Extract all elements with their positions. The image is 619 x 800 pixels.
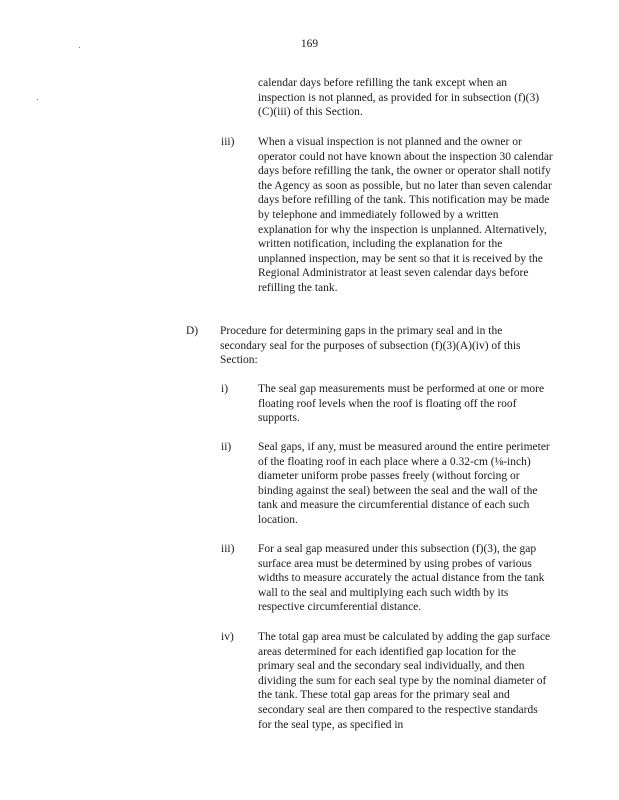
item-text: The total gap area must be calculated by adding the gap surface areas determined for each identified gap location for the primary seal and the secondary seal individually, and then dividing the sum for each seal type by the nominal diameter of the tank. These total gap areas for the primary seal and secondary seal are then compared to the respective standards for the seal type, as specified in [258, 631, 551, 731]
page-number: 169 [300, 38, 319, 50]
item-text: The seal gap measurements must be performed at one or more floating roof levels when the roof is floating off the roof supports. [258, 383, 545, 425]
item-text: Procedure for determining gaps in the primary seal and in the secondary seal for the purposes of subsection (f)(3)(A)(iv) of this Section: [220, 325, 521, 367]
item-marker: iii) [221, 136, 235, 148]
scan-speck-left [37, 99, 38, 100]
item-marker: iv) [221, 631, 234, 643]
continuation-paragraph: calendar days before refilling the tank except when an inspection is not planned, as provided for in subsection (f)(3)(C)(iii) of this Section. [258, 77, 540, 119]
item-marker: ii) [221, 441, 232, 453]
item-text: When a visual inspection is not planned and the owner or operator could not have known about the inspection 30 calendar days before refilling the tank, the owner or operator shall notify the Agency as soon as possible, but no later than seven calendar days before refilling of the tank. This notification may be made by telephone and immediately followed by a written explanation for why the inspection is unplanned. Alternatively, written notification, including the explanation for the unplanned inspection, may be sent so that it is received by the Regional Administrator at least seven calendar days before refilling the tank. [258, 136, 553, 294]
item-marker: iii) [221, 543, 235, 555]
item-marker: D) [186, 325, 199, 337]
item-marker: i) [221, 383, 229, 395]
item-text: Seal gaps, if any, must be measured around the entire perimeter of the floating roof in each place where a 0.32-cm (⅛-inch) diameter uniform probe passes freely (without forcing or binding against the seal) between the seal and the wall of the tank and measure the circumferential distance of each such location. [258, 441, 550, 526]
item-text: For a seal gap measured under this subsection (f)(3), the gap surface area must be determined by using probes of various widths to measure accurately the actual distance from the tank wall to the seal and multiplying each such width by its respective circumferential distance. [258, 543, 545, 614]
